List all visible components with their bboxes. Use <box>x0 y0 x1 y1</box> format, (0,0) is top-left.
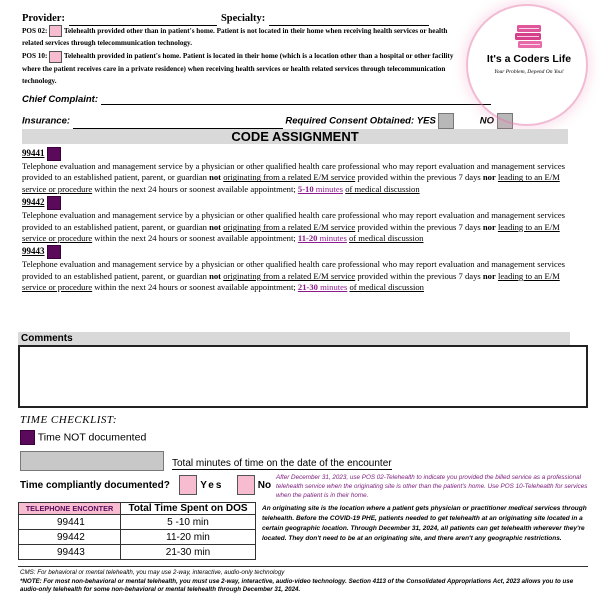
consent-yes-label: YES <box>416 115 436 127</box>
time-table <box>18 502 256 560</box>
logo-tagline: Your Problem, Depend On You! <box>494 69 564 75</box>
code-description: Telephone evaluation and management service by a physician or other qualified health care professional who may report evaluation and management services provided to an established patient, parent, or guardian not originating from a related E/M service provided within the previous 7 days nor leading to an E/M service or procedure within the next 24 hours or soonest available appointment; 11-20 minutes of medical discussion <box>22 210 565 244</box>
time-table-header-time: Total Time Spent on DOS <box>121 503 256 515</box>
total-minutes-label: Total minutes of time on the date of the encounter <box>172 458 392 469</box>
footer-note: *NOTE: For most non-behavioral or mental telehealth, you must use 2-way, interactive, audio-video technology. Section 4113 of the Consolidated Appropriations Act, 2023 allows you to use audio-only telehealth for some non-behavioral or mental telehealth through December 31, 2024. <box>20 577 574 593</box>
compliant-yes-label: Yes <box>200 480 224 491</box>
pos10-text: Telehealth provided in patient's home. Patient is located in their home (which is a location other than a hospital or other facility where the patient receives care in a private residence) when receiving health services or health related services through telecommunication technology. <box>22 52 454 85</box>
pos10-label: POS 10: <box>22 52 48 61</box>
time-not-documented-label: Time NOT documented <box>37 431 147 444</box>
pos-2023-note: After December 31, 2023, use POS 02-Telehealth to indicate you provided the billed service as a professional telehealth service when the originating site is other than the patient's home. Use POS 10-Telehealth for services when the patient is in their home. <box>276 474 588 499</box>
comments-textarea[interactable] <box>18 345 588 408</box>
code-number: 99442 <box>22 197 45 208</box>
code-assignment-list <box>22 147 582 294</box>
provider-label: Provider: <box>22 13 65 24</box>
code-item-99443 <box>22 245 582 259</box>
chief-complaint-row <box>22 94 491 105</box>
table-row <box>19 530 256 545</box>
code-assignment-title: CODE ASSIGNMENT <box>22 129 568 144</box>
code-99443-checkbox[interactable] <box>47 245 61 259</box>
stacked-books-icon <box>513 24 545 55</box>
footer-divider <box>18 566 588 567</box>
code-item-99442 <box>22 196 582 210</box>
compliant-yes-checkbox[interactable] <box>179 475 197 495</box>
code-number: 99443 <box>22 246 45 257</box>
specialty-label: Specialty: <box>220 13 266 24</box>
compliant-no-label: No <box>257 480 272 491</box>
time-not-documented-checkbox[interactable] <box>20 430 35 445</box>
header-section <box>22 8 462 87</box>
insurance-field[interactable] <box>73 119 283 129</box>
insurance-row <box>22 113 513 129</box>
originating-site-note: An originating site is the location where a patient gets physician or practitioner medical services through telehealth. Before the COVID-19 PHE, patients needed to get telehealth at an originating site located in a certain geographic location. Through December 31, 2024, all patients can get telehealth wherever they're located. They don't need to be at an originating site, and there aren't any geographic restrictions. <box>262 505 587 542</box>
cms-note: CMS: For behavioral or mental telehealth, you may use 2-way, interactive, audio-only technology <box>20 569 285 576</box>
time-range: 21-30 <box>297 282 318 293</box>
time-range: 11-20 <box>297 233 318 244</box>
time-range: 5-10 <box>297 183 314 194</box>
table-cell-time: 5 -10 min <box>121 515 256 530</box>
table-row <box>19 545 256 560</box>
time-checklist-title: TIME CHECKLIST: <box>20 414 118 426</box>
table-cell-time: 11-20 min <box>121 530 256 545</box>
comments-label: Comments <box>18 332 570 345</box>
compliant-label: Time compliantly documented? <box>20 480 170 491</box>
code-99442-checkbox[interactable] <box>47 196 61 210</box>
insurance-label: Insurance: <box>22 115 71 127</box>
consent-label: Required Consent Obtained: <box>285 115 415 127</box>
pos02-text: Telehealth provided other than in patient's home. Patient is not located in their home when receiving health services or health related services through telecommunication technology. <box>22 27 448 48</box>
pos02-checkbox[interactable] <box>49 25 62 37</box>
code-description: Telephone evaluation and management service by a physician or other qualified health care professional who may report evaluation and management services provided to an established patient, parent, or guardian not originating from a related E/M service provided within the previous 7 days nor leading to an E/M service or procedure within the next 24 hours or soonest available appointment; 5-10 minutes of medical discussion <box>22 161 565 194</box>
compliant-no-checkbox[interactable] <box>237 475 255 495</box>
logo-name: It's a Coders Life <box>486 53 572 65</box>
code-item-99441 <box>22 147 582 161</box>
time-table-header-encounter: TELEPHONE ENCONTER <box>19 503 121 515</box>
chief-complaint-field[interactable] <box>101 95 491 105</box>
pos10-checkbox[interactable] <box>49 51 62 63</box>
consent-no-label: NO <box>479 115 494 127</box>
table-cell-code: 99442 <box>19 530 121 545</box>
total-minutes-input[interactable] <box>20 451 164 471</box>
chief-complaint-label: Chief Complaint: <box>22 94 98 105</box>
footer <box>20 569 590 595</box>
table-cell-code: 99443 <box>19 545 121 560</box>
time-not-documented-row <box>20 430 146 445</box>
code-99441-checkbox[interactable] <box>47 147 61 161</box>
table-cell-code: 99441 <box>19 515 121 530</box>
pos02-label: POS 02: <box>22 27 48 35</box>
table-cell-time: 21-30 min <box>121 545 256 560</box>
logo <box>466 4 588 126</box>
compliant-row <box>20 474 271 498</box>
consent-yes-checkbox[interactable] <box>438 113 454 129</box>
code-number: 99441 <box>22 147 45 158</box>
table-row <box>19 515 256 530</box>
code-description: Telephone evaluation and management service by a physician or other qualified health care professional who may report evaluation and management services provided to an established patient, parent, or guardian not originating from a related E/M service provided within the previous 7 days nor leading to an E/M service or procedure within the next 24 hours or soonest available appointment; 21-30 minutes of medical discussion <box>22 259 565 293</box>
